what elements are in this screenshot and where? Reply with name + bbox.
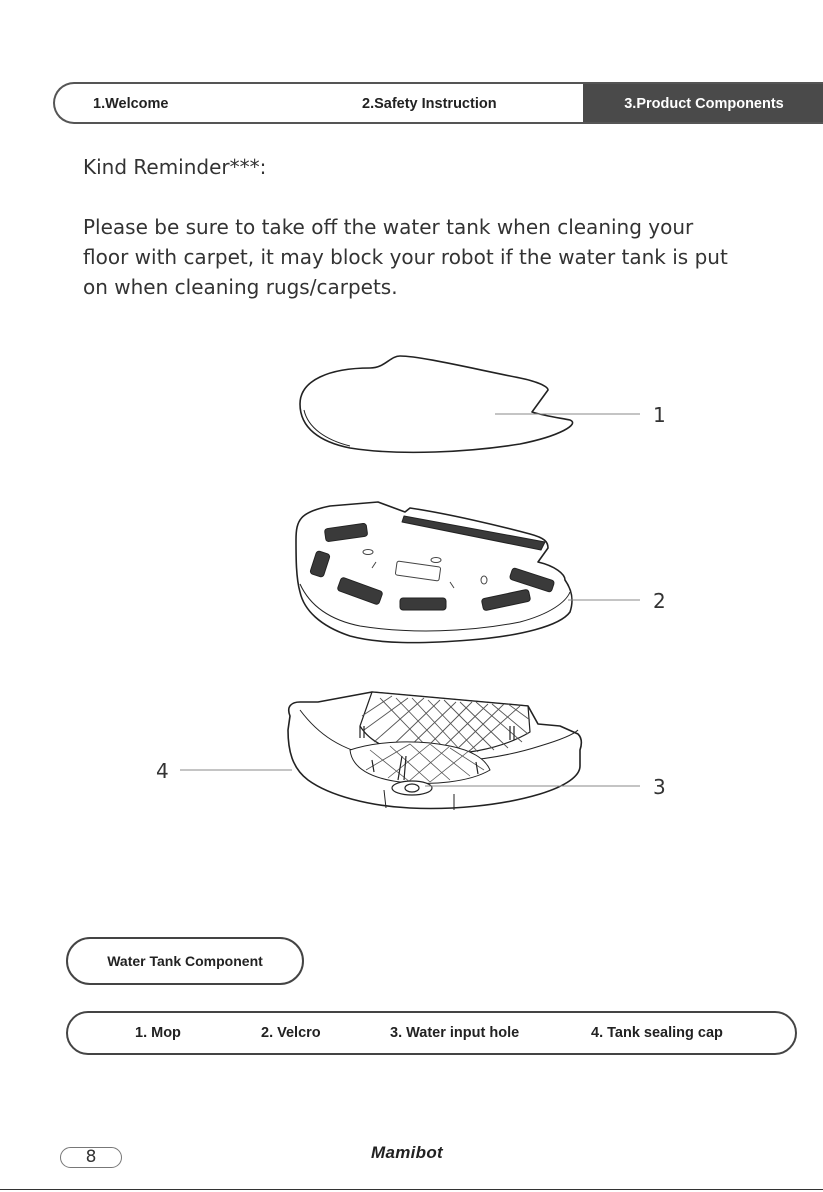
components-legend	[66, 1011, 797, 1055]
mop-illustration	[300, 356, 573, 452]
callout-2: 2	[653, 589, 666, 613]
nav-tabs	[53, 82, 823, 124]
velcro-illustration	[296, 502, 572, 643]
water-tank-exploded-illustration	[0, 330, 823, 850]
brand-logo: Mamibot	[371, 1143, 443, 1162]
reminder-line: Please be sure to take off the water tank when cleaning your	[83, 215, 694, 239]
reminder-line: floor with carpet, it may block your robot if the water tank is put	[83, 245, 728, 269]
legend-item-tank-sealing-cap: 4. Tank sealing cap	[591, 1025, 723, 1041]
reminder-line: on when cleaning rugs/carpets.	[83, 275, 398, 299]
water-tank-illustration	[288, 692, 581, 810]
component-title: Water Tank Component	[66, 937, 304, 985]
reminder-title: Kind Reminder***:	[83, 155, 267, 179]
legend-item-mop: 1. Mop	[135, 1025, 181, 1041]
page-divider	[0, 1189, 823, 1190]
legend-item-water-input-hole: 3. Water input hole	[390, 1025, 520, 1041]
tab-product-components[interactable]: 3.Product Components	[583, 84, 823, 122]
tab-safety-instruction[interactable]: 2.Safety Instruction	[362, 96, 497, 112]
page-number: 8	[60, 1147, 122, 1168]
legend-item-velcro: 2. Velcro	[261, 1025, 321, 1041]
callout-4: 4	[156, 759, 169, 783]
tab-welcome[interactable]: 1.Welcome	[93, 96, 169, 112]
kind-reminder	[83, 152, 783, 302]
callout-3: 3	[653, 775, 666, 799]
callout-1: 1	[653, 403, 666, 427]
